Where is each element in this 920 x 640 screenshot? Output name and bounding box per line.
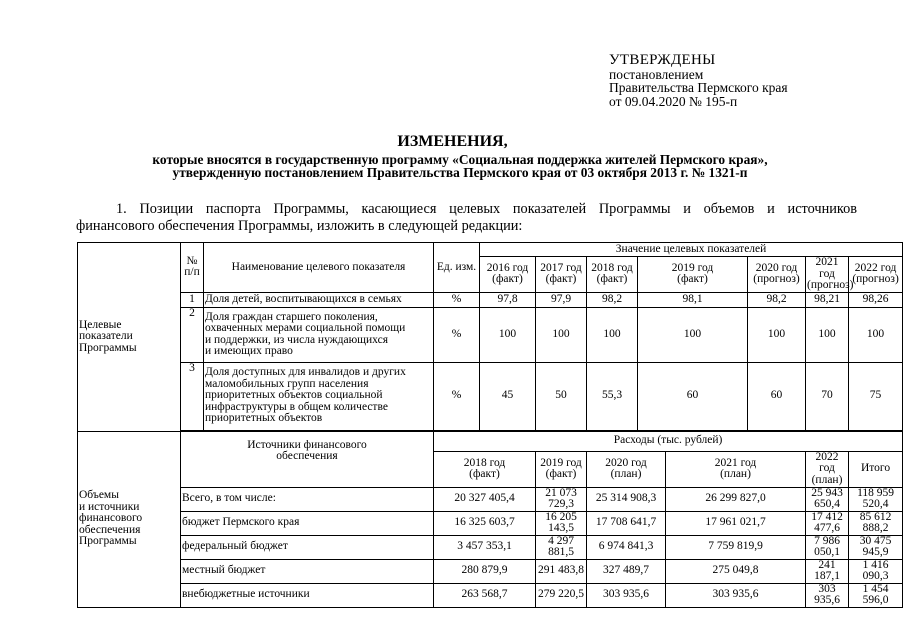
approval-line-3: от 09.04.2020 № 195-п: [609, 93, 738, 109]
target-row-name-line: и имеющих право: [205, 345, 293, 357]
targets-group-header: Значение целевых показателей: [480, 243, 903, 257]
finance-section-label: [78, 431, 181, 607]
year-label: 2020 год: [755, 261, 798, 274]
program-passport-table: [77, 242, 903, 608]
target-value: 98,26: [849, 292, 903, 307]
finance-year-header: [666, 451, 806, 487]
finance-value: 17 412 477,6: [806, 511, 849, 535]
finance-year-header: [434, 451, 536, 487]
target-value: 100: [587, 307, 638, 362]
year-label: 2021 год: [815, 256, 839, 280]
year-label: 2019 год: [540, 456, 582, 469]
target-row-num: 1: [181, 292, 204, 307]
finance-group-header: Расходы (тыс. рублей): [434, 431, 903, 451]
finance-year-header: [806, 451, 849, 487]
year-kind: (факт): [492, 273, 523, 286]
finance-value: 21 073 729,3: [536, 487, 587, 511]
finance-section-label-line: Программы: [79, 535, 137, 548]
target-row-num: 3: [181, 362, 204, 430]
year-kind: (прогноз): [807, 279, 854, 291]
target-value: 75: [849, 362, 903, 430]
year-label: 2017 год: [540, 261, 582, 274]
finance-value: 303 935,6: [806, 583, 849, 607]
target-value: 98,2: [587, 292, 638, 307]
finance-value: 241 187,1: [806, 559, 849, 583]
year-kind: (прогноз): [753, 273, 800, 286]
target-row-name: [204, 362, 434, 430]
finance-section-label-line: Объемы: [79, 489, 119, 502]
year-label: 2019 год: [671, 261, 714, 274]
finance-value: 17 708 641,7: [587, 511, 666, 535]
year-label: 2022 год: [854, 261, 897, 274]
finance-value: 303 935,6: [666, 583, 806, 607]
year-label: 2016 год: [486, 261, 529, 274]
col-source-header-line: Источники финансового: [247, 438, 367, 451]
targets-section-label-line: Программы: [79, 341, 137, 354]
target-value: 100: [536, 307, 587, 362]
year-kind: (план): [610, 468, 642, 480]
col-num-header-line: п/п: [184, 266, 200, 279]
target-row-name-line: приоритетных объектов социальной: [205, 389, 383, 402]
approval-title: УТВЕРЖДЕНЫ: [609, 52, 716, 68]
col-source-header: [181, 431, 434, 487]
finance-value: 3 457 353,1: [434, 535, 536, 559]
target-year-header: [748, 257, 806, 293]
finance-value: 4 297 881,5: [536, 535, 587, 559]
target-year-header: [638, 257, 748, 293]
finance-total-header: Итого: [849, 451, 903, 487]
finance-value: 118 959 520,4: [849, 487, 903, 511]
target-value: 100: [849, 307, 903, 362]
target-row-unit: %: [434, 307, 480, 362]
target-row-num: 2: [181, 307, 204, 362]
target-value: 100: [638, 307, 748, 362]
year-kind: (факт): [469, 468, 500, 480]
document-subtitle-line-1: которые вносятся в государственную программу «Социальная поддержка жителей Пермского края»,: [152, 152, 768, 167]
finance-value: 16 325 603,7: [434, 511, 536, 535]
col-num-header: [181, 243, 204, 293]
finance-section-label-line: финансового: [79, 512, 143, 525]
target-value: 60: [748, 362, 806, 430]
finance-value: 17 961 021,7: [666, 511, 806, 535]
approval-line-1: постановлением: [609, 66, 704, 82]
finance-row-label: местный бюджет: [181, 559, 434, 583]
approval-line-2: Правительства Пермского края: [609, 80, 788, 95]
target-row-name-line: маломобильных групп населения: [205, 377, 369, 390]
finance-section-label-line: обеспечения: [79, 523, 141, 536]
finance-row-label: Всего, в том числе:: [181, 487, 434, 511]
target-value: 98,1: [638, 292, 748, 307]
finance-value: 263 568,7: [434, 583, 536, 607]
finance-value: 25 943 650,4: [806, 487, 849, 511]
targets-section-label: [78, 243, 181, 432]
finance-value: 303 935,6: [587, 583, 666, 607]
target-value: 50: [536, 362, 587, 430]
target-value: 97,9: [536, 292, 587, 307]
finance-value: 20 327 405,4: [434, 487, 536, 511]
year-label: 2021 год: [714, 456, 757, 469]
finance-value: 1 416 090,3: [849, 559, 903, 583]
finance-value: 30 475 945,9: [849, 535, 903, 559]
col-num-header-line: №: [186, 254, 198, 267]
finance-value: 85 612 888,2: [849, 511, 903, 535]
document-subtitle-line-2: утвержденную постановлением Правительства Пермского края от 03 октября 2013 г. № 1321-п: [172, 165, 748, 180]
target-row-name-line: приоритетных объектов: [205, 412, 323, 425]
year-kind: (факт): [545, 273, 577, 286]
year-label: 2022 год: [815, 450, 839, 475]
year-kind: (прогноз): [852, 273, 899, 286]
target-row-name-line: Доля граждан старшего поколения,: [205, 310, 378, 323]
year-kind: (план): [720, 468, 751, 480]
finance-value: 291 483,8: [536, 559, 587, 583]
target-value: 97,8: [480, 292, 536, 307]
year-kind: (факт): [545, 468, 577, 480]
target-row-name-line: и поддержки, из числа нуждающихся: [205, 333, 388, 346]
finance-value: 7 986 050,1: [806, 535, 849, 559]
year-kind: (факт): [677, 273, 708, 286]
target-row-name-line: охваченных мерами социальной помощи: [205, 322, 406, 334]
target-value: 70: [806, 362, 849, 430]
target-year-header: [480, 257, 536, 293]
finance-year-header: [587, 451, 666, 487]
targets-section-label-line: Целевые: [79, 318, 122, 331]
paragraph-line-2: финансового обеспечения Программы, изложить в следующей редакции:: [76, 218, 523, 234]
target-row-name-line: Доля доступных для инвалидов и других: [205, 366, 406, 379]
year-kind: (факт): [596, 273, 628, 286]
target-value: 60: [638, 362, 748, 430]
target-value: 98,2: [748, 292, 806, 307]
finance-value: 25 314 908,3: [587, 487, 666, 511]
targets-section-label-line: показатели: [79, 330, 133, 342]
target-row-name: Доля детей, воспитывающихся в семьях: [204, 292, 434, 307]
target-year-header: [536, 257, 587, 293]
finance-value: 275 049,8: [666, 559, 806, 583]
approval-block: [609, 54, 788, 108]
year-label: 2018 год: [591, 261, 633, 274]
target-value: 100: [806, 307, 849, 362]
col-name-header: Наименование целевого показателя: [204, 243, 434, 293]
year-label: 2018 год: [463, 456, 506, 469]
paragraph-line-1: 1. Позиции паспорта Программы, касающиеся целевых показателей Программы и объемов и источников: [116, 201, 857, 217]
finance-value: 280 879,9: [434, 559, 536, 583]
target-row-name-line: инфраструктуры в общем количестве: [205, 400, 388, 413]
target-year-header: [587, 257, 638, 293]
finance-row-label: внебюджетные источники: [181, 583, 434, 607]
target-value: 100: [748, 307, 806, 362]
target-row-unit: %: [434, 362, 480, 430]
target-value: 98,21: [806, 292, 849, 307]
finance-value: 1 454 596,0: [849, 583, 903, 607]
target-value: 55,3: [587, 362, 638, 430]
target-value: 100: [480, 307, 536, 362]
target-year-header: [849, 257, 903, 293]
finance-section-label-line: и источники: [79, 500, 140, 513]
finance-value: 279 220,5: [536, 583, 587, 607]
finance-row-label: бюджет Пермского края: [181, 511, 434, 535]
year-label: 2020 год: [605, 456, 647, 469]
col-source-header-line: обеспечения: [276, 450, 338, 462]
finance-row-label: федеральный бюджет: [181, 535, 434, 559]
target-value: 45: [480, 362, 536, 430]
col-unit-header: Ед. изм.: [434, 243, 480, 293]
document-title: ИЗМЕНЕНИЯ,: [397, 133, 508, 150]
finance-value: 16 205 143,5: [536, 511, 587, 535]
target-row-name: [204, 307, 434, 362]
finance-value: 6 974 841,3: [587, 535, 666, 559]
finance-value: 327 489,7: [587, 559, 666, 583]
finance-value: 7 759 819,9: [666, 535, 806, 559]
target-row-unit: %: [434, 292, 480, 307]
finance-year-header: [536, 451, 587, 487]
finance-value: 26 299 827,0: [666, 487, 806, 511]
target-year-header: [806, 256, 854, 293]
year-kind: (план): [811, 473, 843, 486]
